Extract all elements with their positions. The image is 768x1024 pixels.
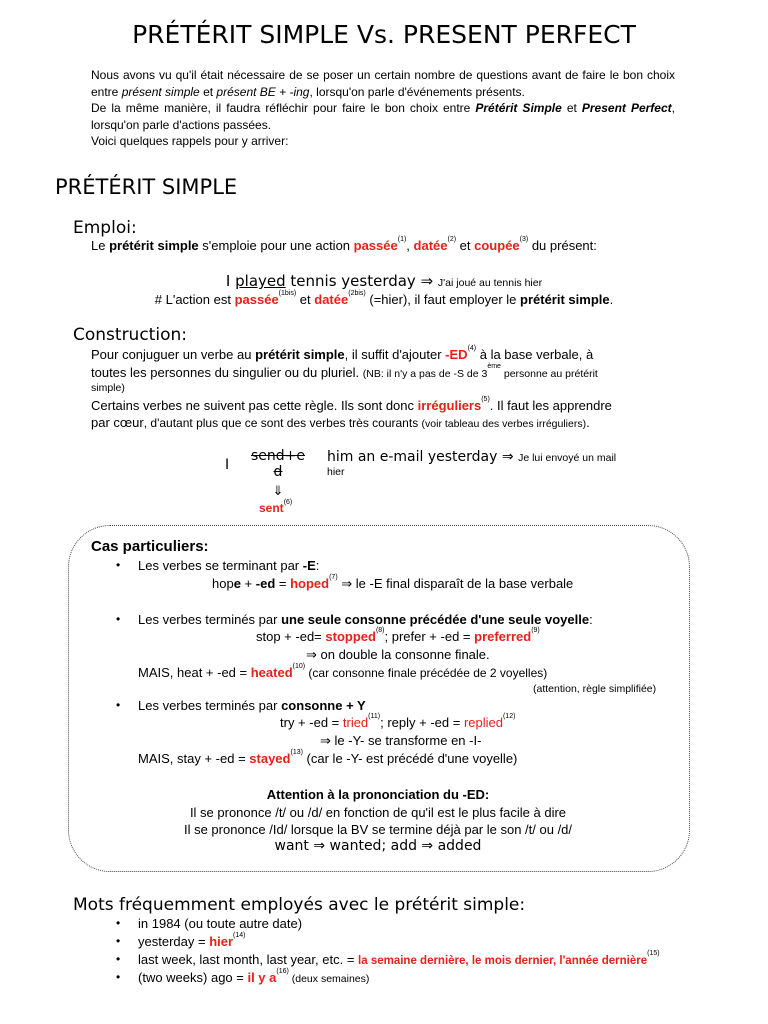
emploi-example: I played tennis yesterday ⇒ J'ai joué au tennis hier xyxy=(225,272,543,290)
bullet-icon: • xyxy=(116,558,121,572)
cas-example: ⇒ on double la consonne finale. xyxy=(306,647,490,662)
bullet-icon: • xyxy=(116,612,121,626)
pronunciation-rule: Il se prononce /t/ ou /d/ en fonction de qu'il est le plus facile à dire xyxy=(189,805,567,820)
construction-line: Certains verbes ne suivent pas cette règle. Ils sont donc irréguliers$^{(5)}$. Il faut les apprendre xyxy=(91,396,612,413)
example-sentence: him an e-mail yesterday ⇒ Je lui envoyé un mail xyxy=(327,449,617,465)
cas-rule: Les verbes se terminant par -E: xyxy=(138,558,320,573)
pronunciation-heading: Attention à la prononciation du -ED: xyxy=(266,787,490,802)
construction-line: toutes les personnes du singulier ou du pluriel. (NB: il n'y a pas de -S de 3ème personne au prétérit xyxy=(91,363,598,380)
cas-example: ⇒ le -Y- se transforme en -I- xyxy=(320,733,482,748)
page-title: PRÉTÉRIT SIMPLE Vs. PRESENT PERFECT xyxy=(132,20,636,49)
down-arrow-icon: ⇓ xyxy=(272,483,284,498)
bullet-icon: • xyxy=(116,970,121,984)
cas-example: try + -ed = tried$^{(11)}$; reply + -ed = replied$^{(12)}$ xyxy=(280,713,516,730)
construction-line: simple) xyxy=(91,382,125,394)
cas-rule: Les verbes terminés par consonne + Y xyxy=(138,698,366,713)
bullet-icon: • xyxy=(116,934,121,948)
cas-example: stop + -ed= stopped$^{(8)}$; prefer + -ed = preferred$^{(9)}$ xyxy=(256,627,540,644)
emploi-line: Le prétérit simple s'emploie pour une action passée$^{(1)}$, datée$^{(2)}$ et coupée$^{(3)}$ du présent: xyxy=(91,236,597,253)
cas-example: hope + -ed = hoped$^{(7)}$ ⇒ le -E final disparaît de la base verbale xyxy=(212,574,574,591)
mots-item: in 1984 (ou toute autre date) xyxy=(138,916,303,931)
construction-line: par cœur, d'autant plus que ce sont des verbes très courants (voir tableau des verbes irréguliers). xyxy=(91,415,590,430)
example-subject: I xyxy=(225,457,230,473)
construction-line: Pour conjuguer un verbe au prétérit simple, il suffit d'ajouter -ED$^{(4)}$ à la base verbale, à xyxy=(91,345,594,362)
example-struck-verb: send+e d xyxy=(250,448,305,480)
cas-example: MAIS, stay + -ed = stayed$^{(13)}$ (car le -Y- est précédé d'une voyelle) xyxy=(138,749,518,766)
bullet-icon: • xyxy=(116,698,121,712)
cas-heading: Cas particuliers: xyxy=(91,538,209,555)
bullet-icon: • xyxy=(116,952,121,966)
sent-form: sent$^{(6)}$ xyxy=(259,499,293,515)
emploi-note: # L'action est passée$^{(1bis)}$ et datée$^{(2bis)}$ (=hier), il faut employer le prétérit simple. xyxy=(154,290,614,307)
construction-heading: Construction: xyxy=(73,325,187,345)
cas-example: MAIS, heat + -ed = heated$^{(10)}$ (car consonne finale précédée de 2 voyelles) xyxy=(138,663,548,680)
mots-heading: Mots fréquemment employés avec le prétérit simple: xyxy=(73,895,526,915)
bullet-icon: • xyxy=(116,916,121,930)
mots-item: (two weeks) ago = il y $a^{(16)}$ (deux semaines) xyxy=(138,968,370,985)
cas-note: (attention, règle simplifiée) xyxy=(533,683,657,695)
section-title: PRÉTÉRIT SIMPLE xyxy=(55,175,238,199)
intro-paragraph: Nous avons vu qu'il était nécessaire de se poser un certain nombre de questions avant de faire le bon choix entre présent simple et présent BE + -ing, lorsqu'on parle d'événements présents. De la même manière, il faudra réfléchir pour faire le bon choix entre Prétérit Simple et Present Perfect, lorsqu'on parle d'actions passées. Voici quelques rappels pour y arriver: xyxy=(91,68,675,148)
pronunciation-example: want ⇒ wanted; add ⇒ added xyxy=(274,838,482,854)
emploi-heading: Emploi: xyxy=(73,218,137,238)
cas-rule: Les verbes terminés par une seule consonne précédée d'une seule voyelle: xyxy=(138,612,593,627)
mots-item: yesterday = hier$^{(14)}$ xyxy=(138,932,246,949)
mots-item: last week, last month, last year, etc. = la semaine dernière, le mois dernier, l'année dernière$^{(15)}$ xyxy=(138,950,660,967)
pronunciation-rule: Il se prononce /Id/ lorsque la BV se termine déjà par le son /t/ ou /d/ xyxy=(183,822,573,837)
example-translation: hier xyxy=(327,466,345,478)
